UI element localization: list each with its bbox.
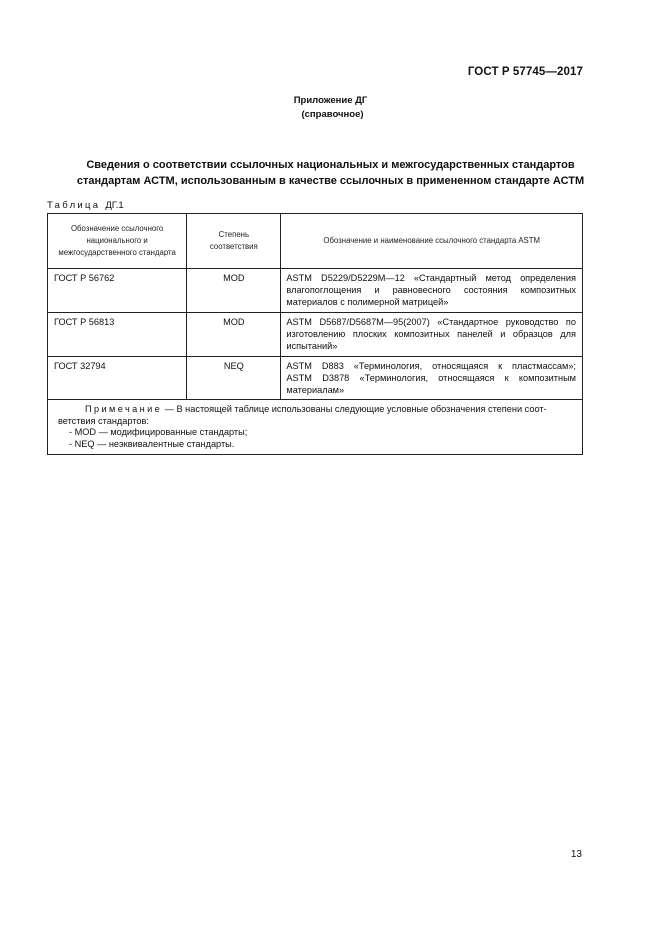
note-paragraph [58,404,576,416]
correspondence-degree: MOD [187,269,281,313]
table-note [48,400,583,455]
table-caption-number: ДГ.1 [105,200,124,211]
note-label: Примечание [85,404,163,414]
description-line: изготовлению плоских композитных панелей и образцов для [286,329,576,339]
description-line: ASTM D5687/D5687M—95(2007) «Стандартное руководство по [286,317,576,327]
page-number: 13 [570,849,582,860]
table-row [48,313,583,357]
header-line: национального и [86,236,148,245]
astm-description [281,269,583,313]
table-header-row [48,214,583,269]
table-caption-word: Таблица [47,200,101,211]
standard-code: ГОСТ Р 56813 [48,313,187,357]
annex-heading [0,94,661,122]
document-code: ГОСТ Р 57745—2017 [467,66,583,78]
note-text: — В настоящей таблице использованы следующие условные обозначения степени соот- [162,404,547,414]
annex-subtitle: (справочное) [301,109,364,120]
section-title [40,157,621,189]
section-title-line: стандартам АСТМ, использованным в качестве ссылочных в примененном стандарте АСТМ [76,175,585,187]
note-text-continued: ветствия стандартов: [58,415,149,426]
description-line: материалам» [286,385,345,395]
table-row [48,269,583,313]
description-line: испытаний» [286,341,338,351]
description-line: влагопоглощения и равновесного состояния композитных [286,285,576,295]
header-line: Степень [218,230,250,239]
section-title-line: Сведения о соответствии ссылочных национальных и межгосударственных стандартов [86,159,575,171]
note-list-item: - NEQ — неэквивалентные стандарты. [69,438,235,449]
table-note-row [48,400,583,455]
standards-table [47,213,583,455]
astm-description [281,357,583,400]
header-line: соответствия [209,242,258,251]
annex-title: Приложение ДГ [293,95,368,106]
table-caption [47,200,124,211]
description-line: ASTM D883 «Терминология, относящаяся к пластмассам»; [286,361,576,371]
header-degree [187,214,281,269]
standard-code: ГОСТ 32794 [48,357,187,400]
header-national-standard [48,214,187,269]
header-line: Обозначение ссылочного [70,224,164,233]
correspondence-degree: NEQ [187,357,281,400]
correspondence-degree: MOD [187,313,281,357]
standard-code: ГОСТ Р 56762 [48,269,187,313]
description-line: ASTM D3878 «Терминология, относящаяся к композитным [286,373,576,383]
header-line: межгосударственного стандарта [58,248,176,257]
table-row [48,357,583,400]
header-astm-standard: Обозначение и наименование ссылочного стандарта ASTM [281,214,583,269]
description-line: ASTM D5229/D5229M—12 «Стандартный метод определения [286,273,576,283]
description-line: материалов с полимерной матрицей» [286,297,449,307]
astm-description [281,313,583,357]
note-list-item: - MOD — модифицированные стандарты; [69,427,248,437]
